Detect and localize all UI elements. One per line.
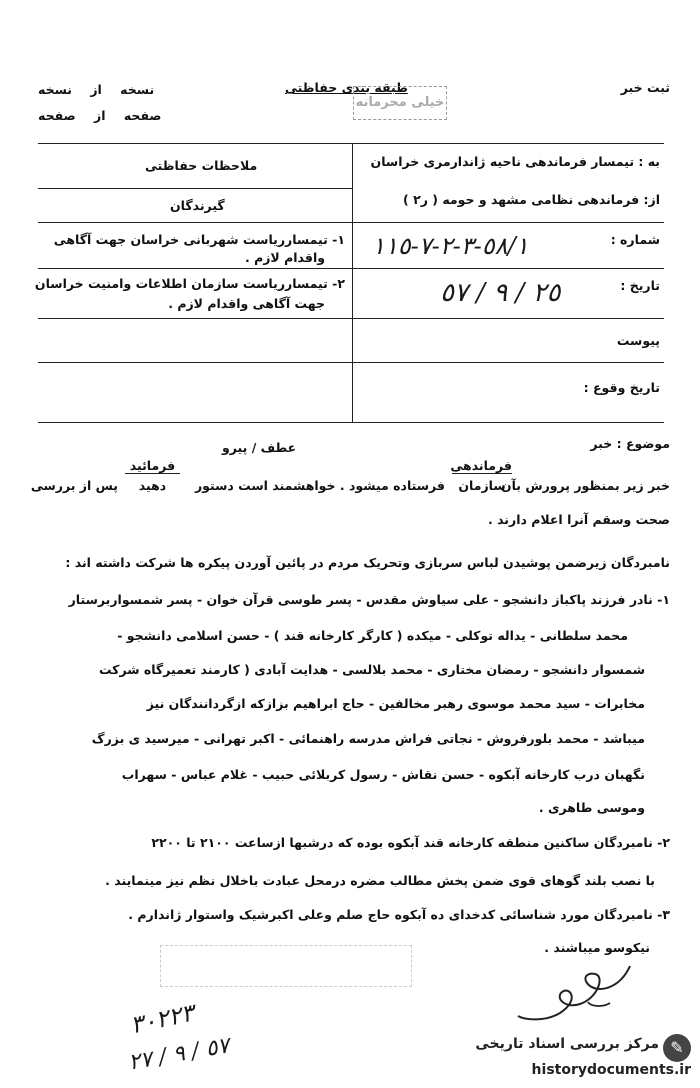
- frac1-top: فرماندهی: [450, 458, 512, 473]
- frac2-bottom: دهید: [138, 478, 167, 493]
- body-line-7: نگهبان درب کارخانه آبکوه - حسن نقاش - رسول کربلائی حبیب - غلام عباس - سهراب: [121, 767, 645, 782]
- body-line-12: نیکوسو میباشند .: [544, 940, 650, 955]
- body-line-4: شمسوار دانشجو - رمضان مختاری - محمد بلالسی - هدایت آبادی ( کارمند تعمیرگاه شرکت: [98, 662, 645, 677]
- rule-notes: [38, 188, 352, 189]
- archive-url: historydocuments.ir: [531, 1062, 691, 1078]
- intro-paragraph: [20, 458, 670, 506]
- rule-r1: [38, 268, 352, 269]
- rule-attach: [38, 362, 664, 363]
- recipient-2-line1: ٢- تیمسارریاست سازمان اطلاعات وامنیت خراسان: [34, 276, 345, 291]
- rule-number: [352, 268, 664, 269]
- occurrence-date-label: تاریخ وقوع :: [583, 380, 660, 395]
- rule-r2: [38, 318, 664, 319]
- body-line-2: ١- نادر فرزند پاکباز دانشجو - علی سیاوش مقدس - پسر طوسی قرآن خوان - پسر شمسواربرستار: [68, 592, 670, 607]
- form-top-rule: [38, 143, 664, 144]
- intro-part2: فرستاده میشود . خواهشمند است دستور: [194, 478, 445, 493]
- body-line-6: میباشد - محمد بلورفروش - نجاتی فراش مدرسه راهنمائی - اکبر تهرانی - میرسید ی بزرگ: [91, 731, 645, 746]
- recipient-1-line1: ١- تیمسارریاست شهربانی خراسان جهت آگاهی: [53, 232, 345, 247]
- faint-box: [160, 945, 412, 987]
- classification-stamp: [353, 86, 447, 120]
- rule-from: [352, 222, 664, 223]
- security-notes-heading: ملاحظات حفاظتی: [145, 158, 258, 173]
- body-line-5: مخابرات - سید محمد موسوی رهبر مخالفین - حاج ابراهیم بزازکه ازگردانندگان نیز: [146, 696, 645, 711]
- page-count-line: صفحه از صفحه: [38, 108, 162, 123]
- attachment-label: پیوست: [616, 333, 660, 348]
- intro-line2: صحت وسقم آنرا اعلام دارند .: [487, 512, 670, 527]
- body-line-3: محمد سلطانی - یداله توکلی - میکده ( کارگر کارخانه قند ) - حسن اسلامی دانشجو -: [117, 628, 628, 643]
- copy-count-line: نسخه از نسخه: [38, 82, 155, 97]
- intro-part3: پس از بررسی: [30, 478, 118, 493]
- stamp-text: خیلی محرمانه: [355, 95, 445, 110]
- archive-watermark: [415, 1030, 695, 1082]
- subject-label: موضوع : خبر: [590, 436, 670, 451]
- date-label: تاریخ :: [620, 278, 660, 293]
- body-line-1: نامبردگان زیرضمن پوشیدن لباس سربازی وتحریک مردم در پائین آوردن پیکره ها شرکت داشته اند :: [65, 555, 670, 570]
- archive-name: مرکز بررسی اسناد تاریخی: [475, 1036, 659, 1052]
- handwritten-date: ٥٧ / ٩ / ٢٧: [126, 1033, 232, 1076]
- signature-mark: [510, 958, 640, 1038]
- date-value: ٢٥ / ٩ / ٥٧: [440, 278, 561, 308]
- archive-logo-icon: ✎: [663, 1034, 691, 1062]
- to-field: به : تیمسار فرماندهی ناحیه ژاندارمری خراسان: [370, 154, 660, 169]
- intro-frac2: [125, 458, 180, 493]
- frac1-bottom: سازمان: [458, 478, 506, 493]
- body-line-9: ٢- نامبردگان ساکنین منطقه کارخانه قند آبکوه بوده که درشبها ازساعت ٢١٠٠ تا ٢٢٠٠: [151, 835, 670, 850]
- form-bottom-rule: [38, 422, 664, 423]
- frac2-top: فرمائید: [125, 458, 180, 474]
- body-line-8: وموسی طاهری .: [538, 800, 645, 815]
- handwritten-number: ٣٠٢٢٣: [127, 998, 197, 1040]
- reference-label: عطف / پیرو: [222, 440, 297, 455]
- recipient-2-line2: جهت آگاهی واقدام لازم .: [168, 296, 325, 311]
- number-value: ٥٨/١-٣-٢-٧-١١٥: [372, 232, 529, 260]
- classification-label: طبقه بندی حفاظتی: [285, 80, 408, 95]
- form-center-divider: [352, 143, 353, 422]
- body-line-10: با نصب بلند گوهای قوی ضمن پخش مطالب مضره درمحل عبادت باخلال نظم نیز مینمایند .: [105, 873, 655, 888]
- intro-frac1: [452, 458, 512, 493]
- rule-recipients: [38, 222, 352, 223]
- intro-part1: خبر زیر بمنظور پرورش بآن: [500, 478, 670, 493]
- body-line-11: ٣- نامبردگان مورد شناسائی کدخدای ده آبکوه حاج صلم وعلی اکبرشیک واستوار ژاندارم .: [128, 907, 670, 922]
- number-label: شماره :: [610, 232, 660, 247]
- sabt-khabar-label: ثبت خبر: [620, 80, 670, 95]
- recipient-1-line2: واقدام لازم .: [244, 250, 325, 265]
- from-field: از: فرماندهی نظامی مشهد و حومه ( ر٢ ): [402, 192, 660, 207]
- recipients-heading: گیرندگان: [170, 198, 225, 213]
